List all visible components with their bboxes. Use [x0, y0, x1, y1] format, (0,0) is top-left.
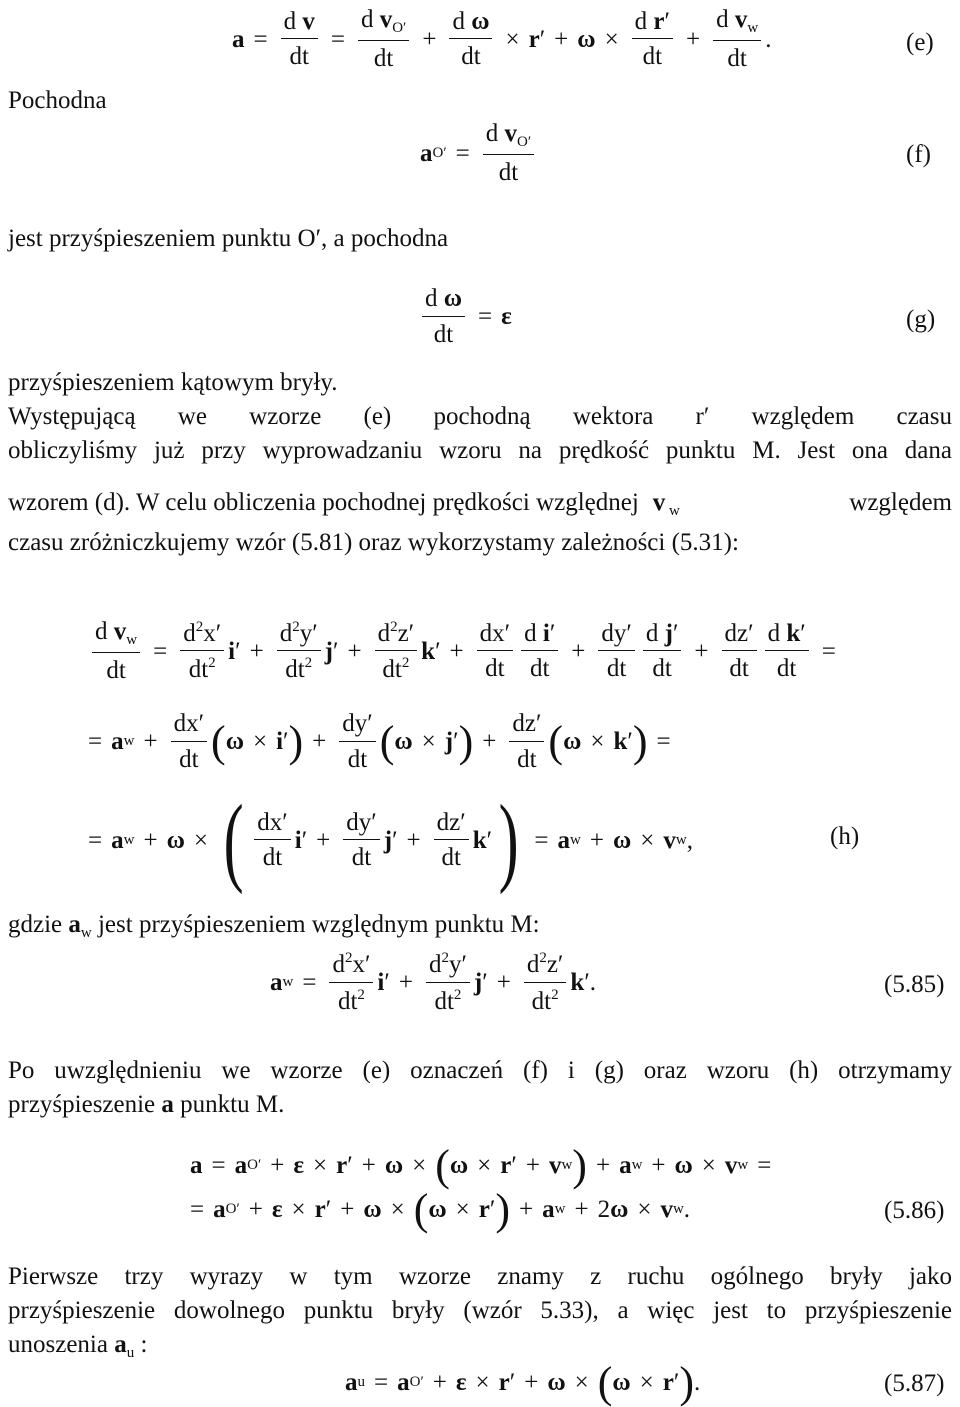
label-e: (e) — [906, 29, 934, 56]
equation-h-line-3: = a w + ω × ( $\frac{dx'}{dt}$ i ′ + $\frac{dy'}{dt}$ j ′ + $\frac{dz'}{dt}$ k ′ ) = a w + ω × v w , — [88, 784, 693, 895]
text-pochodna: Pochodna — [8, 87, 107, 114]
paragraph-2-line-2: przyśpieszenie a punktu M. — [8, 1091, 285, 1118]
paragraph-3-line-2: przyśpieszenie dowolnego punktu bryły (wzór 5.33), a więc jest to przyśpieszenie — [8, 1297, 952, 1324]
equation-5-86-line-1: a = a O′ + ε × r ′ + ω × ( ω × r ′ + v w ) + a w + ω × v w = — [190, 1141, 772, 1190]
text-przysp-katowym: przyśpieszeniem kątowym bryły. — [8, 369, 338, 396]
text-jest-przysp: jest przyśpieszeniem punktu O′, a pochodna — [8, 225, 449, 252]
paragraph-3-line-3-text: unoszenia — [8, 1331, 108, 1358]
label-h: (h) — [830, 823, 860, 850]
paragraph-3-line-1: Pierwsze trzy wyrazy w tym wzorze znamy z ruchu ogólnego bryły jako — [8, 1263, 952, 1290]
label-g: (g) — [906, 306, 936, 333]
text-gdzie — [8, 910, 540, 948]
equation-5-86-line-2: = a O′ + ε × r ′ + ω × ( ω × r ′ ) + a w + 2 ω × v w . — [190, 1185, 691, 1234]
equation-e: a = $\frac{\text{d v}}{dt}$ = $\frac{d v_{O'}}{dt}$ + $\frac{\text{d ω}}{dt}$ × r ′ + ω × $\frac{\text{d r′}}{dt}$ + $\frac{d v_w}{dt}$ . — [232, 6, 772, 72]
paragraph-1-line-3a: wzorem (d). W celu obliczenia pochodnej prędkości względnej — [8, 489, 639, 516]
text-gdzie-a: gdzie — [8, 911, 63, 938]
equation-5-87: a u = a O′ + ε × r ′ + ω × ( ω × r ′ ) . — [345, 1358, 701, 1407]
paragraph-1-line-1 — [8, 402, 952, 432]
label-5-85: (5.85) — [884, 971, 945, 998]
paragraph-1-line-3b: względem — [849, 489, 952, 516]
aw-symbol: $a_w$ — [68, 911, 92, 941]
paragraph-2-line-1: Po uwzględnieniu we wzorze (e) oznaczeń (f) i (g) oraz wzoru (h) otrzymamy — [8, 1057, 952, 1084]
paragraph-1-line-2: obliczyliśmy już przy wyprowadzaniu wzoru na prędkość punktu M. Jest ona dana — [8, 437, 952, 464]
paragraph-2-line-2a: przyśpieszenie — [8, 1091, 156, 1118]
vw-symbol: v $_w$ — [652, 489, 680, 519]
paragraph-1-line-1-text: Występującą we wzorze (e) pochodną wektora r′ względem czasu — [8, 403, 952, 430]
equation-f: a O′ = $\frac{d v_{O'}}{dt}$ — [420, 120, 538, 186]
label-f: (f) — [906, 141, 931, 168]
paragraph-1-line-4: czasu zróżniczkujemy wzór (5.81) oraz wykorzystamy zależności (5.31): — [8, 529, 739, 556]
equation-h-line-1: $\frac{d v_w}{dt}$ = $\frac{d^2x'}{dt^2}$ i ′ + $\frac{d^2y'}{dt^2}$ j ′ + $\frac{d^2z'}{dt^2}$ k ′ + $\frac{dx'}{dt}$ $\frac{\text{d i′}}{dt}$ + $\frac{dy'}{dt}$ $\frac{\text{d j′}}{dt}$ + $\frac{dz'}{dt}$ $\frac{\text{d k′}}{dt}$ = — [88, 618, 845, 684]
paragraph-2-line-2b: punktu M. — [180, 1091, 285, 1118]
label-5-87: (5.87) — [884, 1370, 945, 1397]
equation-g: $\frac{\text{d ω}}{dt}$ = ε — [418, 285, 512, 348]
paragraph-3-line-3: unoszenia $a_u$ : — [8, 1331, 148, 1361]
text-gdzie-b: jest przyśpieszeniem względnym punktu M: — [97, 911, 540, 938]
paragraph-1-line-3 — [8, 488, 952, 526]
equation-5-85: a w = $\frac{d^2x'}{dt^2}$ i ′ + $\frac{d^2y'}{dt^2}$ j ′ + $\frac{d^2z'}{dt^2}$ k ′. — [270, 950, 597, 1015]
equation-h-line-2: = a w + $\frac{dx'}{dt}$ ( ω × i ′ ) + $\frac{dy'}{dt}$ ( ω × j ′ ) + $\frac{dz'}{dt}$ ( ω × k ′ ) = — [88, 710, 671, 773]
label-5-86: (5.86) — [884, 1197, 945, 1224]
